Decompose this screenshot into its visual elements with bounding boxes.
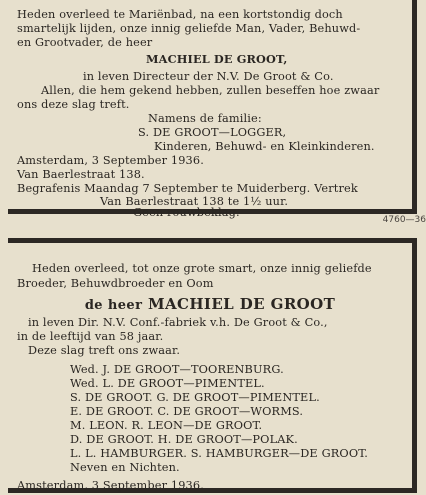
family-member: S. DE GROOT. G. DE GROOT—PIMENTEL. [70,391,320,404]
family-member: Wed. J. DE GROOT—TOORENBURG. [70,363,284,376]
family-member: L. L. HAMBURGER. S. HAMBURGER—DE GROOT. [70,447,368,460]
notice-text-line: en Grootvader, de heer [17,36,153,49]
notice-text-line: in leven Directeur der N.V. De Groot & Co. [83,70,334,83]
family-member: M. LEON. R. LEON—DE GROOT. [70,419,263,432]
notice-text-line: smartelijk lijden, onze innig geliefde Man, Vader, Behuwd- [17,22,361,35]
notice-text-line: Van Baerlestraat 138 te 1½ uur. [100,195,289,208]
notice-address: Van Baerlestraat 138. [17,168,145,181]
notice-text-line: ons deze slag treft. [17,98,130,111]
notice-text-line: in leven Dir. N.V. Conf.-fabriek v.h. De Groot & Co., [28,316,328,329]
family-member: Wed. L. DE GROOT—PIMENTEL. [70,377,265,390]
deceased-name: MACHIEL DE GROOT, [146,52,288,66]
deceased-name-heading [8,295,412,315]
notice-date: Amsterdam, 3 September 1936. [17,479,204,492]
name-prefix: de heer [84,298,143,313]
notice-text-line: Allen, die hem gekend hebben, zullen beseffen hoe zwaar [41,84,380,97]
notice-text-line: Heden overleed, tot onze grote smart, onze innig geliefde [32,262,372,275]
death-notice-2 [8,238,417,493]
notice-text-line: Begrafenis Maandag 7 September te Muiderberg. Vertrek [17,182,358,195]
notice-text-line: Geen rouwbeklag. [133,206,240,219]
notice-text-line: Deze slag treft ons zwaar. [28,344,181,357]
notice-text-line: Broeder, Behuwdbroeder en Oom [17,277,214,290]
family-member: E. DE GROOT. C. DE GROOT—WORMS. [70,405,304,418]
notice-text-line: Namens de familie: [148,112,262,125]
family-name: S. DE GROOT—LOGGER, [138,126,287,139]
death-notice-1 [8,0,417,219]
notice-text-line: Kinderen, Behuwd- en Kleinkinderen. [154,140,375,153]
notice-reference-number: 4760—36 [382,215,426,225]
deceased-name: MACHIEL DE GROOT [147,295,336,313]
notice-text-line: Heden overleed te Mariënbad, na een kortstondig doch [17,8,343,21]
notice-text-line: in de leeftijd van 58 jaar. [17,330,164,343]
family-member: D. DE GROOT. H. DE GROOT—POLAK. [70,433,298,446]
notice-date: Amsterdam, 3 September 1936. [17,154,204,167]
family-member: Neven en Nichten. [70,461,180,474]
